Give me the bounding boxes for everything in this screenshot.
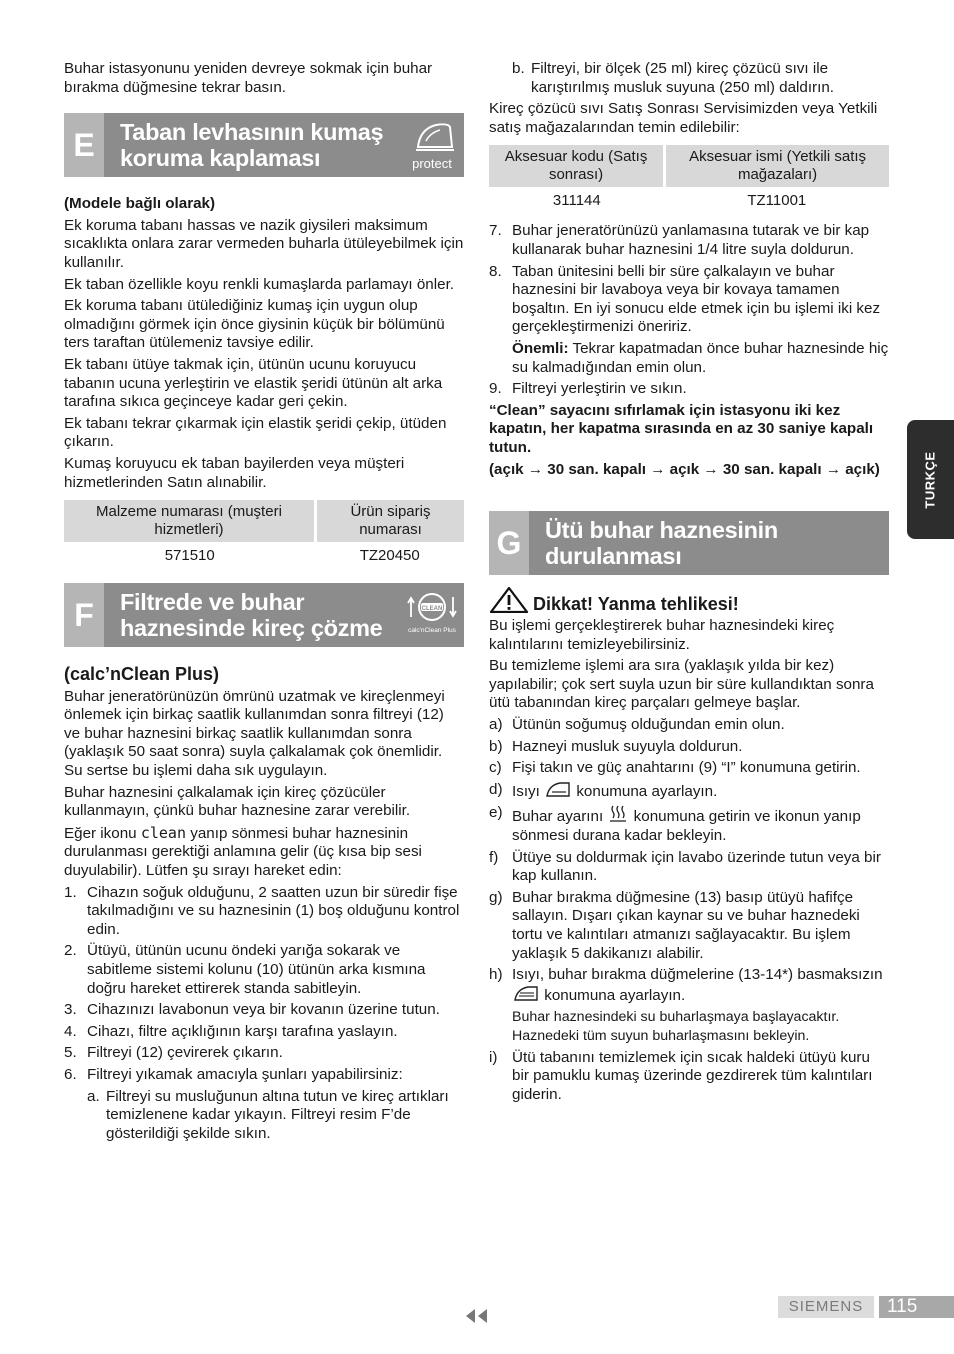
section-f-letter: F [64,583,104,647]
filter-wash-options-cont [512,60,889,97]
table-row [489,187,889,212]
list-item: 5. Filtreyi (12) çevirerek çıkarın. [64,1044,283,1062]
list-item: h) Isıyı, buhar bırakma düğmelerine (13-14*) basmaksızın konumuna ayarlayın. Buhar haznesindeki su buharlaşmaya başlayacaktır. Haznedeki tüm suyun buharlaşmasını bekleyin. [489,966,889,1045]
section-e-paragraph-4: Ek tabanı ütüye takmak için, ütünün ucunu koruyucu tabanın ucuna yerleştirin ve elastik şeridi ütünün alt arka tarafına sıkıca geçinceye kadar geri çekin. [64,355,443,411]
section-e-paragraph-6: Kumaş koruyucu ek taban bayilerden veya müşteri hizmetlerinden Satın alınabilir. [64,454,405,491]
list-item: a) Ütünün soğumuş olduğundan emin olun. [489,716,785,734]
section-g-title: Ütü buhar haznesinin durulanması [545,517,778,570]
list-item: 1. Cihazın soğuk olduğunu, 2 saatten uzun bir süredir fişe takılmadığını ve su haznesinin (1) boş olduğunu kontrol edin. [64,883,460,938]
calc-n-clean-icon [404,587,460,643]
step-h-note: Buhar haznesindeki su buharlaşmaya başlayacaktır. Haznedeki tüm suyun buharlaşmasını bekleyin. [512,1009,840,1044]
rinse-steps [489,716,889,1104]
list-item: a. Filtreyi su musluğunun altına tutun ve kireç artıkları temizlenene kadar yıkayın. Filtreyi resim F’de gösterildiği şekilde sıkın. [87,1087,449,1142]
language-tab: TURKÇE [907,420,954,539]
section-f-paragraph-3: Eğer ikonu clean yanıp sönmesi buhar haznesinin durulanması gerektiği anlamına gelir (üç kısa bip sesi duyulabilir). Lütfen şu sırayı hareket edin: [64,823,422,880]
section-g-paragraph-1: Bu işlemi gerçekleştirerek buhar haznesindeki kireç kalıntılarını temizleyebilirsiniz. [489,617,835,653]
page-number: 115 [879,1296,954,1318]
section-e-paragraph-3: Ek koruma tabanı ütülediğiniz kumaş için uygun olup olmadığını görmek için önce giysinin küçük bir bölümünü ters taraftan ütülemeniz tavsiye edilir. [64,297,445,352]
section-f-subtitle: (calc’nClean Plus) [64,664,220,685]
protect-icon [404,117,460,173]
list-item: b. Filtreyi, bir ölçek (25 ml) kireç çözücü sıvı ile karıştırılmış musluk suyuna (250 ml) daldırın. [512,60,835,96]
table-header-row [64,500,464,542]
important-note: Önemli: Tekrar kapatmadan önce buhar haznesinde hiç su kalmadığından emin olun. [512,339,889,376]
table-cell: TZ11001 [747,192,807,210]
service-paragraph: Kireç çözücü sıvı Satış Sonrası Servisimizden veya Yetkili satış mağazalarından temin edilebilir: [489,100,878,136]
accessory-table-e [64,500,464,567]
section-g-paragraph-2: Bu temizleme işlemi ara sıra (yaklaşık yılda bir kez) yapılabilir; çok sert suyla uzun bir süre kullandıktan sonra ütü tabanından kireç parçaları gelmeye başlar. [489,657,874,712]
section-e-paragraph-2: Ek taban özellikle koyu renkli kumaşlarda parlamayı önler. [64,275,455,293]
reset-sequence: (açık → 30 san. kapalı → açık → 30 san. kapalı → açık) [489,460,880,478]
section-f-paragraph-2: Buhar haznesini çalkalamak için kireç çözücüler kullanmayın, çünkü buhar haznesine zarar verebilir. [64,783,411,820]
section-e-title: Taban levhasının kumaş koruma kaplaması [120,119,384,172]
section-f-title: Filtrede ve buhar haznesinde kireç çözme [120,589,383,642]
section-g-letter: G [489,511,529,575]
iron-heat-icon [544,781,572,799]
section-g-header [489,511,889,575]
left-column [64,60,464,1146]
svg-text:CLEAN: CLEAN [421,606,443,613]
svg-text:protect: protect [412,156,452,172]
list-item: 4. Cihazı, filtre açıklığının karşı tarafına yaslayın. [64,1022,398,1040]
list-item: 6. Filtreyi yıkamak amacıyla şunları yapabilirsiniz: a. Filtreyi su musluğunun altına tutun ve kireç artıkları temizlenene kadar yıkayın. Filtreyi resim F’de gösterildiği şekilde sıkın. [64,1066,464,1143]
list-item: c) Fişi takın ve güç anahtarını (9) “I” konumuna getirin. [489,759,861,777]
brand-label: SIEMENS [778,1296,874,1318]
section-f-header [64,583,464,647]
list-item: f) Ütüye su doldurmak için lavabo üzerinde tutun veya bir kap kullanın. [489,848,881,885]
section-e-paragraph-1: Ek koruma tabanı hassas ve nazik giysileri maksimum sıcaklıkta onlara zarar vermeden buharla ütüleyebilmek için kullanılır. [64,216,464,271]
intro-paragraph: Buhar istasyonunu yeniden devreye sokmak için buhar bırakma düğmesine tekrar basın. [64,60,433,96]
clean-icon: clean [140,823,186,842]
list-item: e) Buhar ayarını konumuna getirin ve ikonun yanıp sönmesi durana kadar bekleyin. [489,804,861,845]
section-e-paragraph-5: Ek tabanı tekrar çıkarmak için elastik şeridi çekip, ütüden çıkarın. [64,414,447,451]
list-item: 9. Filtreyi yerleştirin ve sıkın. [489,380,687,398]
warning-icon [489,587,529,613]
table-header-cell: Aksesuar ismi (Yetkili satış mağazaları) [665,145,889,187]
filter-wash-options [87,1088,464,1144]
right-column [489,60,889,1107]
table-header-row [489,145,889,187]
table-header-cell: Ürün sipariş numarası [315,500,464,542]
warning-row [489,587,889,613]
table-header-cell: Aksesuar kodu (Satış sonrası) [489,145,665,187]
table-row [64,542,464,567]
list-item: 8. Taban ünitesini belli bir süre çalkalayın ve buhar haznesini bir lavaboya veya bir kovaya tamamen boşaltın. En iyi sonucu elde etmek için bu işlemi iki kez gerçekleştirmenizi öneririz. Önemli: Tekrar kapatmadan önce buhar haznesinde hiç su kalmadığından emin olun. [489,262,889,376]
list-item: 2. Ütüyü, ütünün ucunu öndeki yarığa sokarak ve sabitleme sistemi kolunu (10) ütünün arka kısmına doğru hareket ettirerek standa sabitleyin. [64,942,426,997]
list-item: i) Ütü tabanını temizlemek için sıcak haldeki ütüyü kuru bir pamuklu kumaş üzerinde gezdirerek tüm kalıntıları giderin. [489,1048,873,1103]
list-item: d) Isıyı konumuna ayarlayın. [489,780,718,800]
steam-icon [607,804,629,824]
table-cell: 311144 [552,192,601,210]
svg-text:calc'nClean Plus: calc'nClean Plus [408,627,456,635]
list-item: b) Hazneyi musluk suyuyla doldurun. [489,737,743,755]
table-cell: TZ20450 [359,547,420,565]
section-e-letter: E [64,113,104,177]
list-item: 3. Cihazınızı lavabonun veya bir kovanın üzerine tutun. [64,1001,440,1019]
model-note: (Modele bağlı olarak) [64,195,216,213]
iron-max-heat-icon [512,985,540,1003]
previous-page-icon[interactable] [463,1308,493,1324]
reset-note: “Clean” sayacını sıfırlamak için istasyonu iki kez kapatın, her kapatma sırasında en az 30 saniye kapalı tutun. [489,401,874,456]
descaling-steps-cont [489,222,889,398]
section-f-paragraph-1: Buhar jeneratörünüzün ömrünü uzatmak ve kireçlenmeyi önlemek için birkaç saatlik kullanımdan sonra filtreyi (12) ve buhar haznesini birkaç saatlik kullanımdan sonra (yaklaşık 50 saat sonra) suyla çalkalamak çok önemlidir. Su sertse bu işlemi daha sık uygulayın. [64,687,445,780]
descaling-steps [64,884,464,1144]
table-header-cell: Malzeme numarası (muşteri hizmetleri) [64,500,315,542]
warning-title: Dikkat! Yanma tehlikesi! [533,593,739,614]
accessory-table-f [489,145,889,212]
table-cell: 571510 [164,547,215,565]
section-e-header [64,113,464,177]
list-item: 7. Buhar jeneratörünüzü yanlamasına tutarak ve bir kap kullanarak buhar haznesini 1/4 litre suyla doldurun. [489,222,870,258]
list-item: g) Buhar bırakma düğmesine (13) basıp ütüyü hafifçe sallayın. Dışarı çıkan kaynar su ve buhar haznedeki tortu ve kalıntıları atmanızı sağlayacaktır. Bu işlem yaklaşık 5 dakikanızı alabilir. [489,888,860,962]
